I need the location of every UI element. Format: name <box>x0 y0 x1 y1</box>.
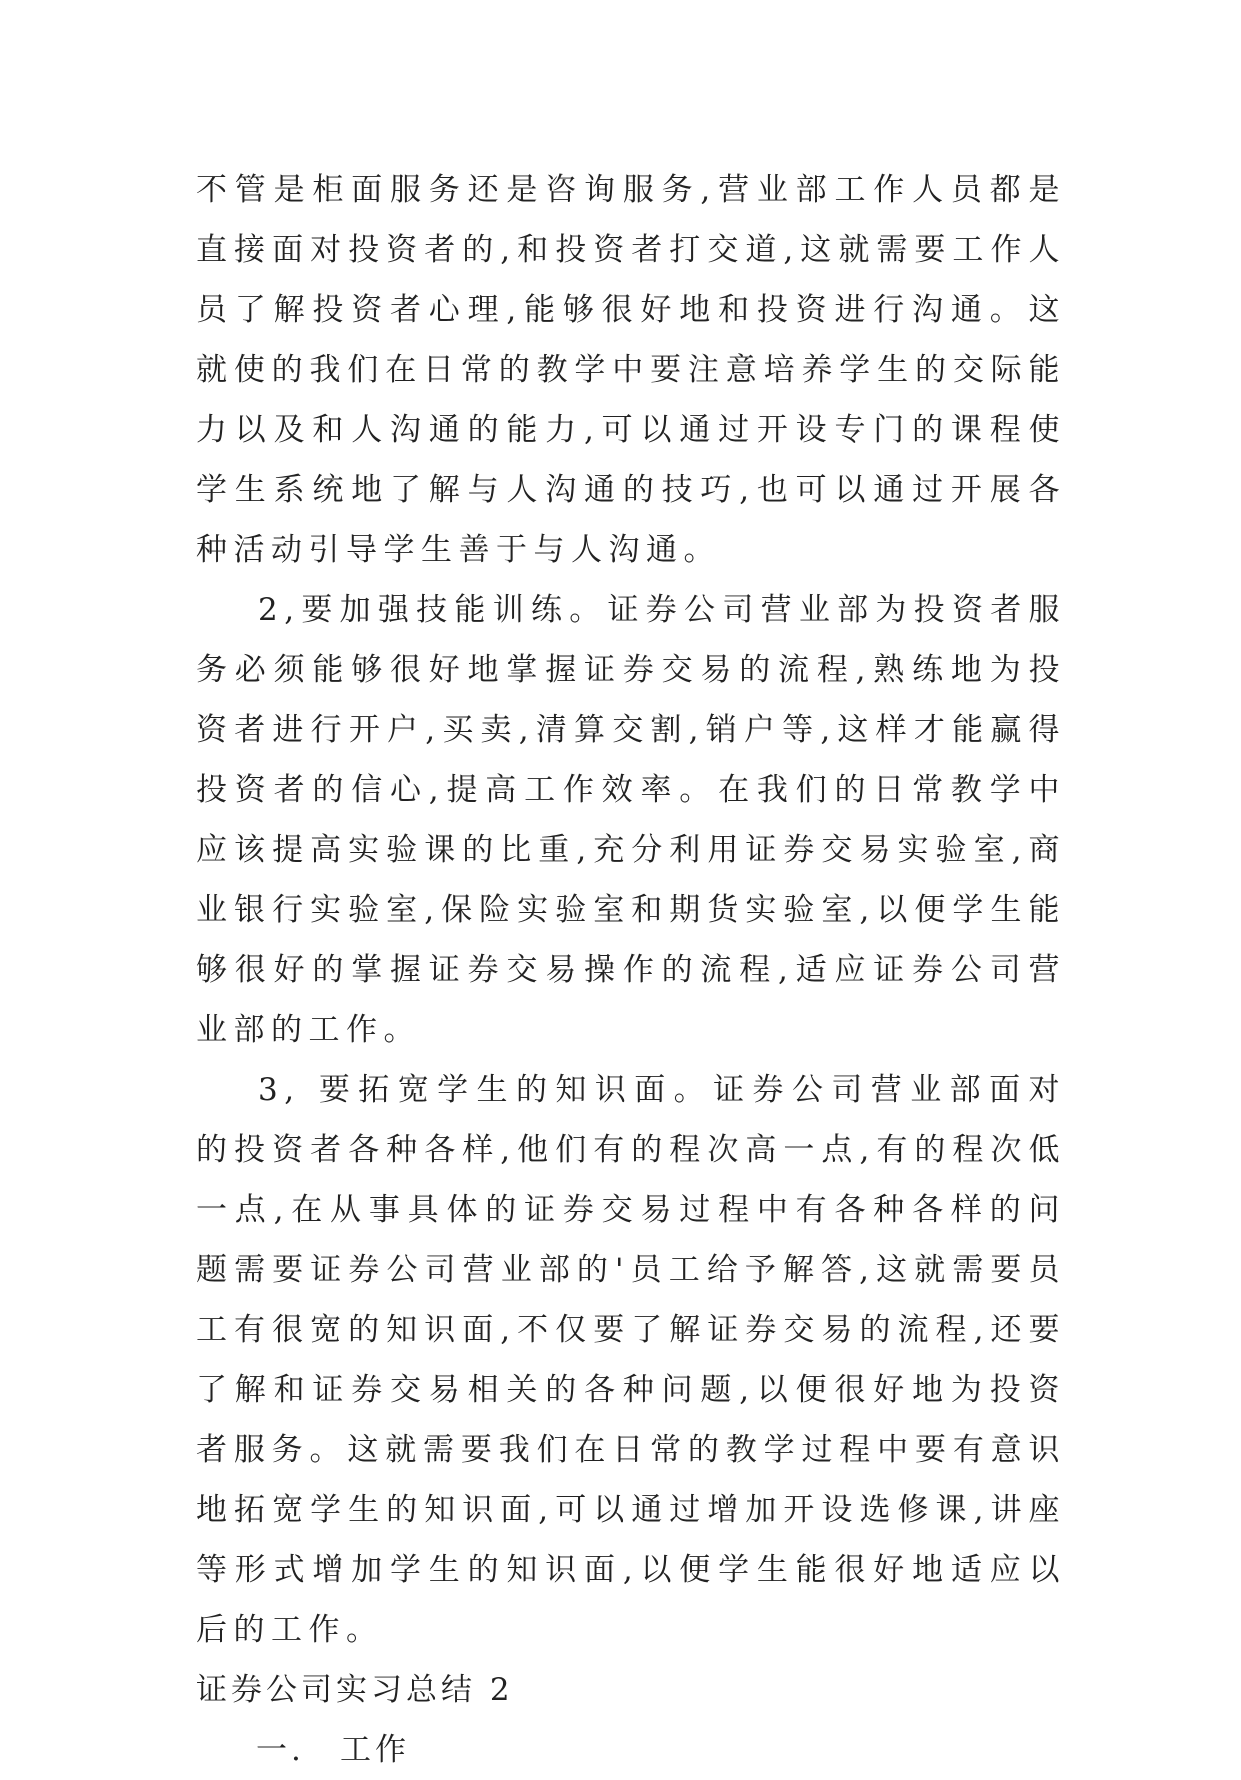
paragraph-2: 2,要加强技能训练。证券公司营业部为投资者服务必须能够很好地掌握证券交易的流程,熟练地为投资者进行开户,买卖,清算交割,销户等,这样才能赢得投资者的信心,提高工作效率。在我们的日常教学中应该提高实验课的比重,充分利用证券交易实验室,商业银行实验室,保险实验室和期货实验室,以便学生能够很好的掌握证券交易操作的流程,适应证券公司营业部的工作。 <box>196 592 1066 1048</box>
subsection-number: 一. <box>256 1732 305 1768</box>
subsection-title: 工作 <box>340 1732 410 1768</box>
section-title: 证券公司实习总结 2 <box>196 1672 514 1708</box>
subsection-heading <box>196 1720 1066 1780</box>
document-body <box>196 160 1066 1780</box>
paragraph-3: 3, 要拓宽学生的知识面。证券公司营业部面对的投资者各种各样,他们有的程次高一点,有的程次低一点,在从事具体的证券交易过程中有各种各样的问题需要证券公司营业部的'员工给予解答,这就需要员工有很宽的知识面,不仅要了解证券交易的流程,还要了解和证券交易相关的各种问题,以便很好地为投资者服务。这就需要我们在日常的教学过程中要有意识地拓宽学生的知识面,可以通过增加开设选修课,讲座等形式增加学生的知识面,以便学生能很好地适应以后的工作。 <box>196 1072 1066 1648</box>
paragraph-1: 不管是柜面服务还是咨询服务,营业部工作人员都是直接面对投资者的,和投资者打交道,这就需要工作人员了解投资者心理,能够很好地和投资进行沟通。这就使的我们在日常的教学中要注意培养学生的交际能力以及和人沟通的能力,可以通过开设专门的课程使学生系统地了解与人沟通的技巧,也可以通过开展各种活动引导学生善于与人沟通。 <box>196 172 1066 568</box>
